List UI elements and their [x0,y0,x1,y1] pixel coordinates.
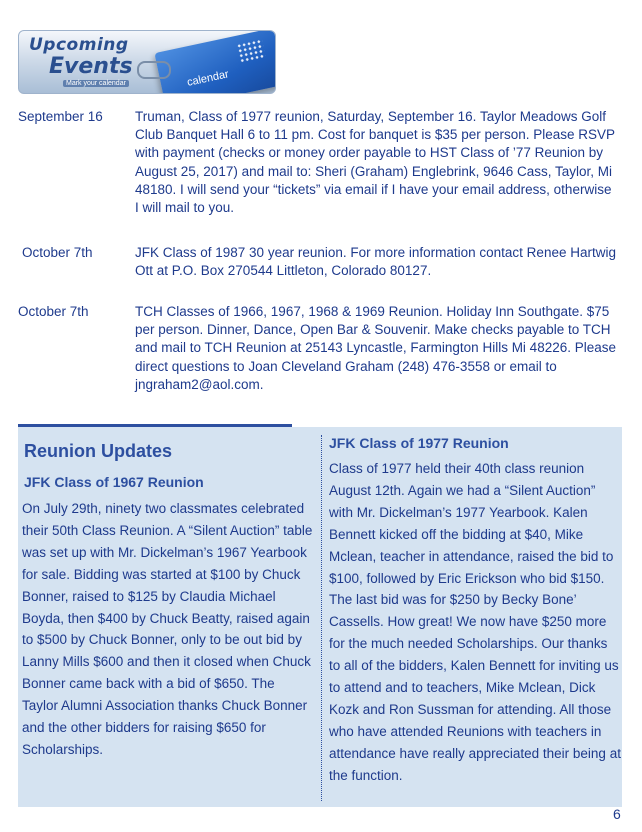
paperclip-icon [137,61,171,79]
page-number: 6 [613,806,621,822]
upcoming-events-banner [18,30,276,94]
calendar-grid-icon [236,39,266,64]
calendar-card-label: calendar [186,68,230,89]
reunion-updates-panel [18,427,622,807]
event-description: JFK Class of 1987 30 year reunion. For more information contact Renee Hartwig Ott at P.O. Box 270544 Littleton, Colorado 80127. [135,245,616,279]
calendar-card-graphic [154,30,276,94]
column-separator [321,435,322,801]
event-date: September 16 [18,109,103,124]
left-article-body: On July 29th, ninety two classmates celebrated their 50th Class Reunion. A “Silent Auction” table was set up with Mr. Dickelman’s 1967 Yearbook for sale. Bidding was started at $100 by Chuck Bonner, raised to $125 by Claudia Michael Boyda, then $400 by Chuck Beatty, raised again to $500 by Chuck Bonner, only to be out bid by Lanny Mills $600 and then it closed when Chuck Bonner came back with a bid of $650. The Taylor Alumni Association thanks Chuck Bonner and the other bidders for raising $650 for Scholarships. [22,501,313,757]
event-description: TCH Classes of 1966, 1967, 1968 & 1969 Reunion. Holiday Inn Southgate. $75 per person. Dinner, Dance, Open Bar & Souvenir. Make checks payable to TCH and mail to TCH Reunion at 25143 Lyncastle, Farmington Hills Mi 48226. Please direct questions to Joan Cleveland Graham (248) 476-3558 or email to jngraham2@aol.com. [135,304,617,392]
right-article-body: Class of 1977 held their 40th class reunion August 12th. Again we had a “Silent Auction” with Mr. Dickelman’s 1977 Yearbook. Kalen Bennett kicked off the bidding at $40, Mike Mclean, teacher in attendance, raised the bid to $100, followed by Eric Erickson who bid $150. The last bid was for $250 by Becky Bone’ Cassells. How great! We now have $250 more for the much needed Scholarships. Our thanks to all of the bidders, Kalen Bennett for inviting us to attend and to teachers, Mike Mclean, Dick Kozk and Ron Sussman for attending. All those who have attended Reunions with teachers in attendance have really appreciated their being at the function. [329,461,621,783]
left-article-heading: JFK Class of 1967 Reunion [24,474,204,490]
event-date: October 7th [18,304,89,319]
right-article-heading: JFK Class of 1977 Reunion [329,435,509,451]
event-date: October 7th [22,245,93,260]
banner-title-events: Events [49,54,133,79]
event-description: Truman, Class of 1977 reunion, Saturday, September 16. Taylor Meadows Golf Club Banquet Hall 6 to 11 pm. Cost for banquet is $35 per person. Please RSVP with payment (checks or money order payable to HST Class of ’77 Reunion by August 25, 2017) and mail to: Sheri (Graham) Englebrink, 9646 Cass, Taylor, Mi 48180. I will send your “tickets” via email if I have your email address, otherwise I will mail to you. [135,109,615,216]
reunion-updates-title: Reunion Updates [24,441,173,461]
banner-title-upcoming: Upcoming [29,35,129,55]
banner-tagline: Mark your calendar [63,80,129,87]
